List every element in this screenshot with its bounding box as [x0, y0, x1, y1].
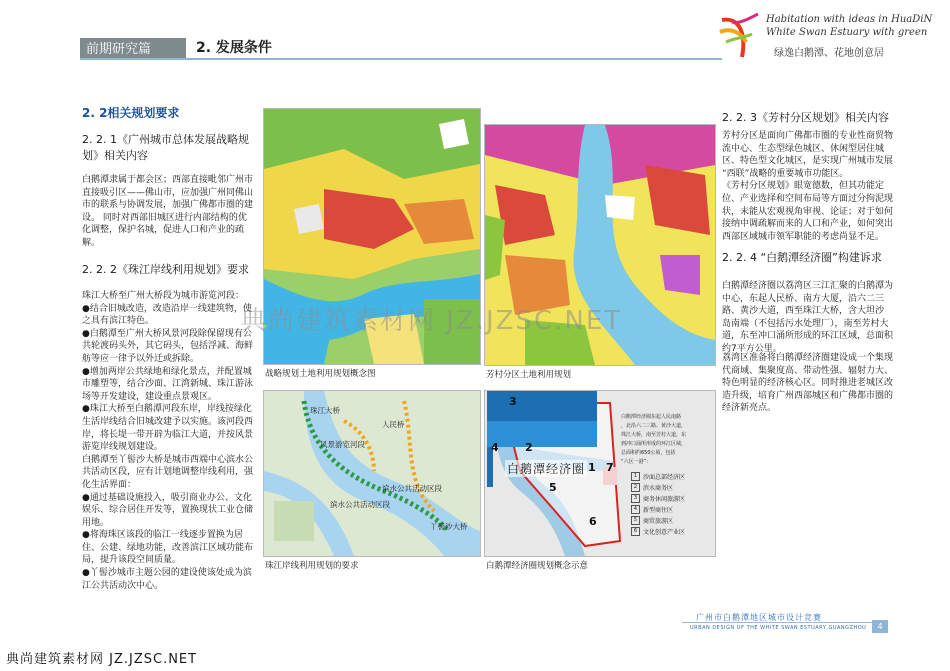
s2-line: 舫等应一律予以外迁或拆除。 [82, 353, 200, 364]
s2-line: ●白鹅潭至广州大桥风景河段除保留现有公 [82, 328, 252, 339]
slogan-line-2: White Swan Estuary with green [766, 27, 928, 38]
s2-line: 用地。 [82, 517, 110, 528]
s2-line: 江公共活动次中心。 [82, 580, 164, 591]
s4-body-b [722, 352, 902, 415]
s2-line: 游览岸线规划建设。 [82, 442, 164, 453]
map4-note-line: 到冲口涌所形成的环江区域， [621, 441, 687, 447]
s1-title-line-2: 划》相关内容 [82, 149, 148, 162]
legend-label: 滨水商务区 [643, 485, 674, 492]
s2-line: ●增加两岸公共绿地和绿化景点，并配置城 [82, 366, 252, 377]
s3-line: 接纳中调疏解而来的人口和产业，如何突出 [722, 219, 894, 230]
s4-body-a [722, 280, 902, 356]
legend-item [631, 471, 713, 482]
label-waterfront-segment-b: 滨水公共活动区段 [330, 500, 390, 509]
page-title: 2. 发展条件 [196, 40, 272, 56]
s4-line: 白鹅潭经济圈以荔湾区三江汇聚的白鹅潭为 [722, 281, 894, 291]
s4-line: 约7平方公里。 [722, 343, 782, 354]
s3-line: 状，未能从宏观视角审视、论证；对于如何 [722, 206, 894, 217]
s4-line: 岛南端（不包括污水处理厂），南至芳村大 [722, 318, 889, 329]
map4-legend [631, 471, 713, 537]
s2-line: 珠江大桥至广州大桥段为城市游览河段： [82, 291, 245, 301]
legend-item [631, 493, 713, 504]
s2-line: ●将海珠区该段的临江一线逐步置换为居 [82, 530, 243, 541]
s3-line: 西部区域城市领军职能的考虑尚显不足。 [722, 231, 885, 242]
s4-line: 代商域、集聚度高、带动性强、辐射力大、 [722, 365, 894, 376]
s4-title: 2. 2. 4 “白鹅潭经济圈”构建诉求 [722, 251, 882, 264]
s4-line: 中心，东起人民桥、南方大厦，沿六二三 [722, 293, 885, 304]
map4-title: 白鹅潭经济圈 [507, 462, 586, 476]
s3-line: “西联”战略的重要城市功能区。 [722, 168, 849, 179]
s3-title: 2. 2. 3《芳村分区规划》相关内容 [722, 111, 889, 124]
legend-label: 沙面总部经济区 [643, 474, 686, 481]
map4-note [621, 413, 713, 467]
zone-number-7: 7 [606, 461, 614, 474]
map4-note-line: 珠江大桥，南至芳村大道，东 [621, 432, 687, 438]
header-divider [80, 58, 722, 60]
legend-item [631, 504, 713, 515]
s2-line: 共轮渡码头外，其它码头，包括浮减、海鲜 [82, 341, 254, 352]
s2-line: ●丫髻沙城市主题公园的建设使该处成为滨 [82, 568, 252, 579]
s1-line: 化调整，保护名城，促进人口和产业的疏 [82, 225, 245, 236]
legend-number: 3 [631, 494, 640, 503]
s2-line: 局，提升该段空间质量。 [82, 555, 182, 566]
s2-line: ●通过基础设施投入，吸引商业办公、文化 [82, 492, 252, 503]
s1-line: 白鹅潭隶属于都会区；西部直接毗邻广州市 [82, 175, 254, 185]
label-yajisha-bridge: 丫髻沙大桥 [430, 522, 468, 531]
s2-line: 之具有滨江特色。 [82, 316, 155, 327]
caption-map3: 珠江岸线利用规划的要求 [265, 561, 359, 571]
map-riverbank [263, 390, 481, 557]
legend-label: 商务休闲旅游区 [643, 496, 686, 503]
s2-line: 生活岸线结合旧城改建予以实施。该河段西 [82, 416, 254, 427]
s1-body [82, 174, 260, 250]
map4-note-line: 白鹅潭经济圈东起人民南路 [621, 414, 682, 420]
slogan-line-3: 绿逸白鹅潭、花地创意居 [774, 48, 884, 59]
s2-line: 白鹅潭至丫髻沙大桥是城市西端中心滨水公 [82, 454, 254, 465]
zone-number-2: 2 [525, 441, 533, 454]
label-waterfront-segment-a: 滨水公共活动区段 [382, 484, 442, 493]
legend-number: 4 [631, 505, 640, 514]
s2-line: 岸，将长堤一带开辟为临江大道，并按风景 [82, 429, 254, 440]
s3-line: 流中心、生态型绿色城区、休闲型居住城 [722, 143, 885, 154]
s4-line: 荔湾区准备将白鹅潭经济圈建设成一个集现 [722, 353, 894, 363]
caption-map1: 战略规划土地利用规划概念图 [265, 369, 376, 379]
watermark-middle: 典尚建筑素材网 JZ.JZSC.NET [240, 306, 623, 336]
label-renmin-bridge: 人民桥 [382, 420, 405, 429]
zone-number-6: 6 [589, 515, 597, 528]
map4-note-line: 总面积约650公顷，包括 [621, 450, 676, 456]
map4-mid-band [487, 421, 597, 447]
s2-line: 共活动区段，应有计划地调整岸线利用，强 [82, 467, 254, 478]
s2-line: ●珠江大桥至白鹅潭河段东岸，岸线按绿化 [82, 404, 252, 415]
section-band [80, 38, 186, 58]
zone-number-5: 5 [549, 481, 557, 494]
zone-number-3: 3 [509, 395, 517, 408]
legend-item [631, 526, 713, 537]
s4-line: 特色明显的经济核心区。同时推进老城区改 [722, 378, 894, 389]
s3-line: 《芳村分区规划》眼宽德数，但其功能定 [722, 181, 885, 192]
s4-line: 经济新亮点。 [722, 403, 777, 414]
s2-line: 化生活界面： [82, 479, 137, 490]
slogan-line-1: Habitation with ideas in HuaDiN [766, 14, 933, 25]
legend-item [631, 482, 713, 493]
s2-line: 娱乐、综合居住开发等，置换现状工业仓储 [82, 505, 254, 516]
legend-number: 5 [631, 516, 640, 525]
legend-number: 2 [631, 483, 640, 492]
map4-note-line: ，北沿六二三路、黄沙大道， [621, 423, 687, 429]
label-scenic-segment: 风景游览河段 [320, 440, 365, 449]
map-economic-circle [484, 390, 716, 557]
page-number: 4 [872, 620, 888, 633]
s3-line: 位、产业选择和空间布局等方面过分拘泥现 [722, 193, 894, 204]
s2-line: 市雕塑等，结合沙面、江湾新城、珠江游泳 [82, 379, 254, 390]
zone-number-1: 1 [588, 461, 596, 474]
legend-number: 1 [631, 472, 640, 481]
watermark-bottom: 典尚建筑素材网 JZ.JZSC.NET [6, 652, 198, 667]
caption-map4: 白鹅潭经济圈规划概念示意 [486, 561, 589, 571]
s1-title-line-1: 2. 2. 1《广州城市总体发展战略规 [82, 133, 249, 146]
legend-label: 新型商住区 [643, 507, 674, 514]
s1-line: 设。 同时对西部旧城区进行内部结构的优 [82, 212, 247, 223]
caption-map2: 芳村分区土地利用规划 [486, 370, 572, 380]
s2-line: 场等开发建设，建设重点景观区。 [82, 391, 218, 402]
s1-line: 市的联系与协调发展，加强广佛都市圈的建 [82, 200, 254, 211]
footer-subtitle: URBAN DESIGN OF THE WHITE SWAN ESTUARY,GUANGZHOU [690, 625, 867, 631]
s2-line: 住、公建、绿地功能，改善滨江区域功能布 [82, 542, 254, 553]
zone-number-4: 4 [491, 441, 499, 454]
s2-title: 2. 2. 2《珠江岸线利用规划》要求 [82, 263, 249, 276]
label-zhujiang-bridge: 珠江大桥 [310, 406, 340, 415]
s1-line: 直接吸引区——佛山市，应加强广州同佛山 [82, 187, 254, 198]
s1-line: 解。 [82, 237, 101, 248]
legend-label: 文化创意产业区 [643, 529, 686, 536]
section-label: 前期研究篇 [86, 42, 152, 57]
section-heading: 2. 2相关规划要求 [82, 106, 180, 120]
s2-line: ●结合旧城改造，改造沿岸一线建筑物，使 [82, 303, 252, 314]
s3-body [722, 130, 902, 243]
legend-number: 6 [631, 527, 640, 536]
s4-line: 造升级，培育广州西部城区和广佛都市圈的 [722, 390, 894, 401]
s2-body [82, 290, 260, 592]
legend-item [631, 515, 713, 526]
map4-note-line: “六区一港”： [621, 459, 652, 465]
s3-line: 区、特色型文化城区，是实现广州城市发展 [722, 156, 894, 167]
s4-line: 路、黄沙大道，西至珠江大桥，含大坦沙 [722, 306, 885, 317]
legend-label: 商贸旅游区 [643, 518, 674, 525]
s4-line: 道，东至冲口涌所形成的环江区域，总面积 [722, 331, 894, 342]
map4-top-band [487, 391, 597, 421]
footer-title: 广州市白鹅潭地区城市设计竞赛 [696, 613, 822, 622]
footer-divider [682, 622, 882, 623]
s3-line: 芳村分区是面向广佛都市圈的专业性商贸物 [722, 131, 894, 141]
